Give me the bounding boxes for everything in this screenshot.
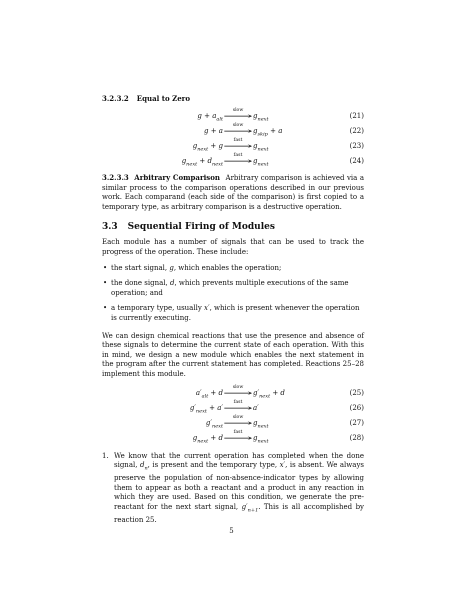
equation-rhs: $g_{next}$ <box>253 157 269 168</box>
equation-row <box>102 401 364 416</box>
equation-lhs: $g'_{next}$ <box>205 418 223 429</box>
equation-row <box>102 416 364 431</box>
equation-block-25-28 <box>102 386 364 446</box>
rate-label: slow <box>232 108 244 113</box>
equation-rhs: $g_{next}$ <box>253 418 269 429</box>
equation-number: (26) <box>349 403 364 412</box>
rate-label: fast <box>233 138 243 143</box>
subsubsection-heading-equal-to-zero <box>102 94 364 103</box>
signal-list <box>102 264 364 324</box>
equation-row <box>102 139 364 154</box>
paragraph-text: Arbitrary comparison is achieved via a similar process to the comparison operations described in our previous work. Each comparand (each side of the comparison) is first copied to a temporary type, as arbitrary comparison is a destructive operation. <box>102 174 364 211</box>
rate-label: fast <box>233 399 243 405</box>
equation-rhs: $g'_{next} + d$ <box>253 388 285 399</box>
bullet-icon: • <box>103 263 108 272</box>
subsubsection-number: 3.2.3.2 <box>102 94 129 103</box>
equation-block-21-24 <box>102 109 364 169</box>
section-heading-sequential-firing <box>102 222 364 232</box>
reaction-arrow-icon: fast ⟶ <box>223 138 253 152</box>
numbered-list <box>102 452 364 526</box>
bullet-icon: • <box>103 279 108 288</box>
equation-rhs: $g_{next}$ <box>253 142 269 153</box>
paragraph-arbitrary-comparison <box>102 173 364 212</box>
equation-lhs: $g_{next} + d$ <box>192 433 223 444</box>
page-number: 5 <box>229 527 234 535</box>
rate-label: slow <box>232 123 244 128</box>
equation-lhs: g + a <box>204 127 223 135</box>
reaction-arrow-icon: slow ⟶ <box>223 123 253 137</box>
rate-label: fast <box>233 429 243 435</box>
equation-row <box>102 124 364 139</box>
bullet-icon: • <box>103 304 108 313</box>
list-item: • the done signal, d, which prevents multiple executions of the same operation; and <box>103 279 349 297</box>
paragraph-title: Arbitrary Comparison <box>134 173 221 182</box>
equation-number: (24) <box>349 157 364 165</box>
equation-number: (27) <box>349 418 364 427</box>
equation-row <box>102 431 364 446</box>
list-item: • a temporary type, usually x′, which is present whenever the operation is currently executing. <box>103 304 360 322</box>
equation-rhs: $g_{skip} + a$ <box>253 127 283 138</box>
equation-row <box>102 109 364 124</box>
subsubsection-title: Equal to Zero <box>136 94 191 103</box>
equation-lhs: $g_{next} + g$ <box>192 142 223 153</box>
equation-lhs: $g'_{next} + a'$ <box>189 403 223 414</box>
list-number: 1. <box>102 451 109 460</box>
equation-lhs: $g_{next} + d_{next}$ <box>181 157 223 168</box>
equation-number: (23) <box>349 142 364 150</box>
equation-number: (22) <box>349 127 364 135</box>
rate-label: slow <box>232 414 244 420</box>
reaction-arrow-icon: slow ⟶ <box>223 414 253 429</box>
equation-number: (25) <box>349 388 364 397</box>
page-content <box>102 94 364 525</box>
reaction-arrow-icon: fast ⟶ <box>223 429 253 444</box>
equation-lhs: $g + a_{alt}$ <box>197 112 223 123</box>
equation-row <box>102 154 364 169</box>
section-number: 3.3 <box>102 222 118 233</box>
reaction-arrow-icon: fast ⟶ <box>223 399 253 414</box>
rate-label: slow <box>232 384 244 390</box>
equation-rhs: a′ <box>253 403 259 412</box>
equation-number: (21) <box>349 112 364 120</box>
design-paragraph: We can design chemical reactions that use the presence and absence of these signals to determine the current state of each operation. With this in mind, we design a new module which enables the next statement in the program after the current statement has completed. Reactions 25–28 implement this module. <box>102 331 364 378</box>
list-item: 1. We know that the current operation has completed when the done signal, $d_n$, is present and the temporary type, x′, is absent. We always preserve the population of non-absence-indicator types by allowing them to appear as both a reactant and a product in any reaction in which they are used. Based on this condition, we generate the pre-reactant for the next start signal, $g'_{n+1}$. This is all accomplished by reaction 25. <box>102 451 364 524</box>
rate-label: fast <box>233 153 243 158</box>
reaction-arrow-icon: slow ⟶ <box>223 384 253 399</box>
equation-rhs: $g_{next}$ <box>253 112 269 123</box>
section-title: Sequential Firing of Modules <box>127 222 275 233</box>
equation-number: (28) <box>349 433 364 442</box>
equation-rhs: $g_{next}$ <box>253 433 269 444</box>
equation-lhs: $a'_{alt} + d$ <box>195 388 223 399</box>
paragraph-number: 3.2.3.3 <box>102 173 129 182</box>
reaction-arrow-icon: slow ⟶ <box>223 108 253 122</box>
list-item: • the start signal, g, which enables the operation; <box>103 263 282 272</box>
intro-paragraph: Each module has a number of signals that can be used to track the progress of the operation. These include: <box>102 238 364 256</box>
equation-row <box>102 386 364 401</box>
reaction-arrow-icon: fast ⟶ <box>223 153 253 167</box>
